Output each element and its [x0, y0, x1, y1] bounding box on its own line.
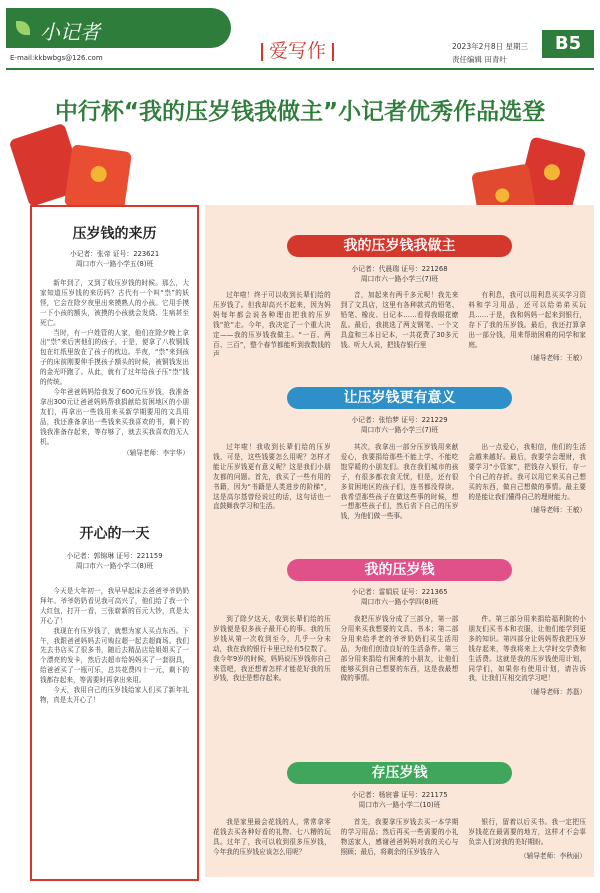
author-class: 周口市六一路小学四(8)班 — [360, 598, 439, 606]
issue-date: 2023年2月8日 星期三 — [452, 42, 529, 51]
left-column — [30, 205, 199, 881]
page-number: B5 — [542, 30, 594, 58]
article-columns — [213, 615, 586, 696]
email-line: E-mail:kkbwbgs@126.com — [10, 54, 103, 62]
paragraph: 出一点爱心，我相信，他们的生活会越来越好。最后，我要学会理财，我要学习“小管家”，把钱存入银行，存一个自己的存折。我可以用它来买自己想买的东西，做自己想做的事情。最主要的是能让我们懂得自己的理财能力。 — [468, 443, 587, 501]
author-meta: 小记者：郭锦琳 证号：221159 — [66, 552, 163, 560]
author-class: 周口市六一路小学五(8)班 — [75, 260, 154, 268]
divider — [332, 43, 334, 61]
article-columns — [213, 818, 586, 860]
paragraph: 当时，有一户姓管的人家，他们在除夕晚上拿出“祟”来后害他们的孩子，于是，便拿了八枚铜钱包在红纸里放在了孩子的枕边。半夜，“祟”来到孩子的床前刚要伸手摸孩子额头的时候，被铜钱发出的金光吓跑了。从此，就有了过年给孩子压“祟”钱的传统。 — [40, 328, 189, 387]
paragraph: 其次，我拿出一部分压岁钱用来献爱心，我要捐给那些不能上学、不能吃饱穿暖的小朋友们。我在我们城市的孩子，有很多都衣食无忧，但是，还有很多贫困地区的孩子们，连书都没得读。我希望那些孩子在做这些事的时候，想一想那些孩子们，然后省下自己的压岁钱，为他们做一些事。 — [340, 443, 459, 521]
teacher-credit: （辅导老师：苏磊） — [526, 688, 587, 697]
paragraph: 今天，我用自己的压岁钱给家人们买了新年礼物，真是太开心了！ — [40, 686, 189, 704]
paragraph: 今年爸爸妈妈给我发了600元压岁钱，我准备拿出300元让爸爸妈妈帮我捐献给贫困地区的小朋友们，再拿出一些钱用来买新学期要用的文具用品，我还准备拿出一些钱来买我喜欢的书，剩下的钱我准备存起来，等存够了，就去买我喜欢的无人机。 — [40, 387, 189, 446]
paragraph: 首先，我要拿压岁钱去买一本学期的学习用品；然后再买一些需要的小礼物送家人，感谢爸爸妈妈对我的关心与照顾；最后，将剩余的压岁钱存入 — [340, 818, 459, 856]
paragraph: 件。第三部分用来捐给福利院的小朋友们买书本和衣服，让他们能学到更多的知识。第四部分让妈妈帮我把压岁钱存起来，等我将来上大学时交学费和生活费。这就是我的压岁钱使用计划，同学们，如果你有使用计划，请告诉我，让我们互相交流学习吧！ — [468, 615, 587, 683]
page-title: 中行杯“我的压岁钱我做主”小记者优秀作品选登 — [54, 99, 546, 125]
article-title: 压岁钱的来历 — [72, 226, 157, 242]
paragraph: 我把压岁钱分成了三部分，第一部分用来买我想要的文具、书本；第二部分用来给孝老的爷爷奶奶们买生活用品，为他们创造良好的生活条件。第三部分用来捐给有困难的小朋友，让他们能够买到自己想要的东西，这是我最想做的事情。 — [340, 615, 459, 683]
teacher-credit: （辅导老师：李宇华） — [123, 449, 189, 458]
author-class: 周口市六一路小学二(10)班 — [358, 801, 441, 809]
paragraph: 今天是大年初一，我早早起床去爸爸爷爷奶奶拜年。爷爷奶奶看见我可高兴了，他们给了我一个大红包，打开一看，三张崭新的百元大钞，真是太开心了！ — [40, 587, 189, 625]
header-rule — [6, 68, 594, 70]
paragraph: 到了除夕这天，收到长辈们给的压岁钱便是很多孩子最开心的事。我的压岁钱从第一次收到至今，几乎一分未动，我在我的银行卡里已经有5位数了。我今年9岁的时候，妈妈说压岁钱你自己来管吧，我还想着怎样才能花好我的压岁钱，我还是想存起来。 — [213, 615, 331, 683]
author-class: 周口市六一路小学三(7)班 — [360, 275, 439, 283]
author-meta: 小记者：张帝 证号：223621 — [69, 250, 160, 258]
masthead — [6, 8, 231, 48]
paragraph: 过年啦！我收到长辈们给的压岁钱，可是，这些钱要怎么用呢？怎样才能让压岁钱更有意义呢？这是我们小朋友都的问题。首先，我买了一些有用的书籍，因为“书籍是人类进步的阶梯”，这是高尔基曾经说过的话，这句话也一直鼓舞我学习和生活。 — [213, 443, 331, 511]
column-logo: 小记者 — [40, 20, 100, 44]
editor-line: 责任编辑 田青叶 — [452, 55, 507, 64]
paragraph: 银行，留着以后买书。我一定把压岁钱花在最需要的地方，这样才不会辜负亲人们对我的美好期盼。 — [468, 818, 587, 846]
article-body — [40, 279, 189, 457]
red-envelope-icon — [64, 144, 132, 214]
section-banner: 让压岁钱更有意义 — [287, 387, 512, 409]
article-columns — [213, 443, 586, 522]
coin-icon — [494, 187, 510, 203]
paragraph: 我现在有压岁钱了，就想为家人买点东西。下午，我跟爸爸妈妈去可购拉超一起去超商场。我们先去书店买了很多书，随后去精品店给姐姐买了一个漂亮的发卡，然后去超市给妈妈买了一套厨具，给爸爸买了一瓶可乐，总共花费四十一元，剩下的钱都存起来，等需要时再拿出来用。 — [40, 626, 189, 685]
paragraph: 过年啦！终于可以收到长辈们给的压岁钱了。但我却高兴不起来，因为妈妈每年都会说各种理由把我的压岁钱“抢”走。今年，我决定了一个重大决定——我的压岁钱我做主。“一百、两百、三百”，整个春节都能听到我数钱的声 — [213, 291, 331, 359]
right-column — [205, 205, 594, 877]
section-tag — [255, 36, 340, 63]
author-class: 周口市六一路小学二(8)班 — [75, 562, 154, 570]
divider — [261, 43, 263, 61]
paragraph: 新年到了，又到了收压岁钱的时候。那么，大家知道压岁钱的来历吗？古代有一个叫“祟”的妖怪，它会在除夕夜里出来摸熟人的小孩。它用手摸一下小孩的额头，被摸的小孩就会发烧、生病甚至死亡。 — [40, 279, 189, 327]
section-banner: 存压岁钱 — [287, 762, 512, 784]
author-meta: 小记者：杨宸睿 证号：221175 — [351, 791, 448, 799]
teacher-credit: （辅导老师：王敏） — [526, 506, 587, 515]
author-class: 周口市六一路小学三(7)班 — [360, 426, 439, 434]
paragraph: 我是家里最会花钱的人，常常拿零花钱去买各种好看的礼物、七八糟的玩具。过年了，我可以收到很多压岁钱，今年我的压岁钱应该怎么用呢？ — [213, 818, 331, 856]
article-body — [40, 587, 189, 706]
paragraph: 有利息，我可以用利息买买学习资料和学习用品，还可以给弟弟买玩具……于是，我和妈妈一起来到银行，存下了我的压岁钱。最后，我还打算拿出一部分钱，用来帮助困难的同学和家庭。 — [468, 291, 587, 349]
paragraph: 音，加起来有两千多元呢！我先来到了文具店，这里有各种款式的铅笔、铅笔、橡皮、日记本……看得我眼花缭乱。最后，我挑选了两支钢笔、一个文具盒和三本日记本，一共花费了30多元钱。听大人说，把钱存银行里 — [340, 291, 459, 349]
article-title: 开心的一天 — [79, 526, 150, 542]
author-meta: 小记者：雷娟辰 证号：221365 — [351, 588, 448, 596]
teacher-credit: （辅导老师：王敏） — [526, 354, 587, 363]
section-banner: 我的压岁钱我做主 — [287, 235, 512, 257]
author-meta: 小记者：代晨瑞 证号：221268 — [351, 265, 448, 273]
leaf-icon — [16, 21, 30, 35]
coin-icon — [542, 163, 561, 182]
section-banner: 我的压岁钱 — [287, 559, 512, 581]
article-columns — [213, 291, 586, 362]
coin-icon — [90, 165, 108, 183]
section-label: 爱写作 — [269, 40, 327, 62]
author-meta: 小记者：张怡梦 证号：221229 — [351, 416, 448, 424]
teacher-credit: （辅导老师：李秋丽） — [520, 851, 587, 860]
